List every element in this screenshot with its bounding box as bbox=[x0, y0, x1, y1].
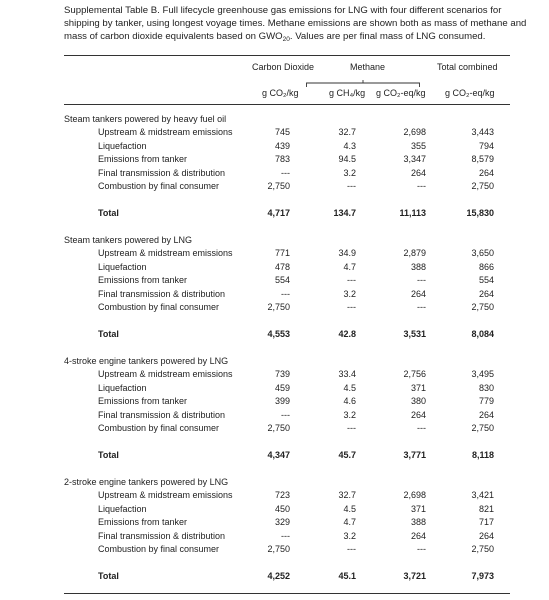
row-label: Emissions from tanker bbox=[98, 275, 188, 285]
caption-text: Supplemental Table B. Full lifecycle greenhouse gas emissions for LNG with four different scenarios for shipping by tanker, using longest voyage times. Methane emissions are shown both as mass of methane and mass of carbon dioxide equivalents based on GWO bbox=[64, 5, 527, 42]
cell-co2: 459 bbox=[274, 382, 290, 393]
methane-brace bbox=[306, 80, 420, 87]
cell-co2: 771 bbox=[274, 248, 290, 258]
table-caption bbox=[64, 4, 534, 46]
total-cell-ch4eq: 3,771 bbox=[403, 450, 426, 460]
row-label: Upstream & midstream emissions bbox=[98, 369, 233, 379]
cell-co2: 329 bbox=[274, 517, 290, 527]
total-cell-total: 8,084 bbox=[471, 329, 494, 339]
cell-ch4eq: 355 bbox=[410, 140, 426, 151]
cell-ch4: 4.5 bbox=[343, 382, 356, 393]
cell-ch4: --- bbox=[347, 423, 356, 433]
cell-co2: 399 bbox=[274, 396, 290, 406]
total-cell-ch4: 45.7 bbox=[338, 450, 356, 460]
row-label: Emissions from tanker bbox=[98, 517, 188, 527]
cell-co2: 478 bbox=[274, 261, 290, 272]
section-title: Steam tankers powered by heavy fuel oil bbox=[64, 114, 227, 124]
header-carbon-dioxide: Carbon Dioxide bbox=[252, 62, 315, 72]
total-label: Total bbox=[98, 329, 119, 339]
cell-total: 717 bbox=[478, 517, 494, 527]
cell-ch4eq: 2,698 bbox=[403, 127, 426, 137]
cell-ch4: --- bbox=[347, 302, 356, 312]
cell-total: 866 bbox=[478, 261, 494, 272]
cell-total: 794 bbox=[478, 140, 494, 151]
total-label: Total bbox=[98, 208, 119, 218]
cell-ch4eq: 3,347 bbox=[403, 154, 426, 164]
cell-ch4: --- bbox=[347, 181, 356, 191]
cell-ch4eq: 388 bbox=[410, 517, 426, 527]
total-cell-ch4: 134.7 bbox=[333, 208, 356, 218]
unit-total: g CO₂-eq/kg bbox=[445, 88, 495, 98]
cell-ch4: 32.7 bbox=[338, 490, 356, 500]
total-label: Total bbox=[98, 571, 119, 581]
row-label: Final transmission & distribution bbox=[98, 167, 226, 178]
cell-total: 821 bbox=[478, 503, 494, 514]
cell-total: 3,650 bbox=[471, 248, 494, 258]
total-cell-ch4eq: 11,113 bbox=[399, 208, 426, 218]
row-label: Combustion by final consumer bbox=[98, 423, 220, 433]
header-methane: Methane bbox=[350, 62, 386, 72]
cell-total: 2,750 bbox=[471, 544, 494, 554]
cell-ch4eq: 264 bbox=[410, 167, 426, 178]
cell-co2: 2,750 bbox=[267, 544, 290, 554]
header-rule bbox=[64, 104, 510, 105]
cell-ch4eq: --- bbox=[417, 302, 426, 312]
header-total-combined: Total combined bbox=[437, 62, 498, 72]
cell-ch4: 4.7 bbox=[343, 517, 356, 527]
cell-ch4eq: 264 bbox=[410, 409, 426, 420]
total-cell-ch4eq: 3,721 bbox=[403, 571, 426, 581]
cell-co2: 450 bbox=[274, 503, 290, 514]
cell-ch4: 3.2 bbox=[343, 530, 356, 541]
bottom-rule bbox=[64, 593, 510, 594]
caption-text-end: . Values are per final mass of LNG consumed. bbox=[289, 31, 486, 42]
cell-co2: 2,750 bbox=[267, 302, 290, 312]
cell-total: 264 bbox=[478, 409, 494, 420]
cell-ch4eq: 371 bbox=[410, 503, 426, 514]
total-cell-total: 7,973 bbox=[471, 571, 494, 581]
cell-co2: 554 bbox=[274, 275, 290, 285]
row-label: Liquefaction bbox=[98, 140, 147, 151]
cell-ch4: 4.7 bbox=[343, 261, 356, 272]
total-cell-total: 8,118 bbox=[471, 450, 494, 460]
row-label: Upstream & midstream emissions bbox=[98, 127, 233, 137]
section-title: 2-stroke engine tankers powered by LNG bbox=[64, 477, 229, 487]
row-label: Upstream & midstream emissions bbox=[98, 490, 233, 500]
section-title: 4-stroke engine tankers powered by LNG bbox=[64, 356, 229, 366]
cell-ch4: 32.7 bbox=[338, 127, 356, 137]
unit-co2: g CO₂/kg bbox=[262, 88, 299, 98]
cell-total: 554 bbox=[478, 275, 494, 285]
cell-total: 2,750 bbox=[471, 302, 494, 312]
total-cell-total: 15,830 bbox=[466, 208, 494, 218]
top-rule bbox=[64, 55, 510, 56]
row-label: Liquefaction bbox=[98, 382, 147, 393]
total-cell-ch4: 45.1 bbox=[338, 571, 356, 581]
cell-co2: --- bbox=[281, 530, 290, 541]
cell-ch4eq: 264 bbox=[410, 288, 426, 299]
row-label: Emissions from tanker bbox=[98, 154, 188, 164]
cell-ch4eq: 2,879 bbox=[403, 248, 426, 258]
row-label: Combustion by final consumer bbox=[98, 181, 220, 191]
cell-total: 264 bbox=[478, 167, 494, 178]
cell-ch4: 3.2 bbox=[343, 288, 356, 299]
unit-ch4: g CH₄/kg bbox=[329, 88, 366, 98]
cell-total: 3,421 bbox=[471, 490, 494, 500]
cell-ch4eq: 2,698 bbox=[403, 490, 426, 500]
cell-ch4: 33.4 bbox=[338, 369, 356, 379]
cell-co2: --- bbox=[281, 288, 290, 299]
cell-ch4: 3.2 bbox=[343, 409, 356, 420]
cell-co2: --- bbox=[281, 167, 290, 178]
cell-ch4eq: --- bbox=[417, 275, 426, 285]
row-label: Final transmission & distribution bbox=[98, 409, 226, 420]
total-cell-co2: 4,347 bbox=[267, 450, 290, 460]
section-title: Steam tankers powered by LNG bbox=[64, 235, 193, 245]
cell-total: 264 bbox=[478, 288, 494, 299]
cell-ch4: 4.6 bbox=[343, 396, 356, 406]
cell-total: 2,750 bbox=[471, 423, 494, 433]
cell-ch4eq: --- bbox=[417, 544, 426, 554]
cell-total: 779 bbox=[478, 396, 494, 406]
cell-total: 3,495 bbox=[471, 369, 494, 379]
row-label: Upstream & midstream emissions bbox=[98, 248, 233, 258]
unit-co2eq: g CO₂-eq/kg bbox=[376, 88, 426, 98]
cell-co2: 439 bbox=[274, 140, 290, 151]
cell-ch4eq: 264 bbox=[410, 530, 426, 541]
cell-total: 8,579 bbox=[471, 154, 494, 164]
caption-subscript: 20 bbox=[282, 36, 290, 43]
total-cell-ch4eq: 3,531 bbox=[403, 329, 426, 339]
row-label: Combustion by final consumer bbox=[98, 302, 220, 312]
total-cell-co2: 4,553 bbox=[267, 329, 290, 339]
cell-co2: 2,750 bbox=[267, 181, 290, 191]
cell-total: 264 bbox=[478, 530, 494, 541]
cell-ch4: --- bbox=[347, 544, 356, 554]
total-label: Total bbox=[98, 450, 119, 460]
total-cell-co2: 4,717 bbox=[267, 208, 290, 218]
cell-ch4eq: 371 bbox=[410, 382, 426, 393]
cell-ch4: 34.9 bbox=[338, 248, 356, 258]
row-label: Final transmission & distribution bbox=[98, 530, 226, 541]
cell-ch4: --- bbox=[347, 275, 356, 285]
cell-ch4: 3.2 bbox=[343, 167, 356, 178]
cell-ch4eq: 380 bbox=[410, 396, 426, 406]
cell-ch4: 4.5 bbox=[343, 503, 356, 514]
row-label: Liquefaction bbox=[98, 503, 147, 514]
cell-total: 2,750 bbox=[471, 181, 494, 191]
cell-co2: 2,750 bbox=[267, 423, 290, 433]
cell-ch4eq: 388 bbox=[410, 261, 426, 272]
cell-co2: 723 bbox=[274, 490, 290, 500]
cell-co2: 783 bbox=[274, 154, 290, 164]
cell-total: 3,443 bbox=[471, 127, 494, 137]
total-cell-ch4: 42.8 bbox=[338, 329, 356, 339]
cell-ch4eq: --- bbox=[417, 181, 426, 191]
cell-ch4: 4.3 bbox=[343, 140, 356, 151]
row-label: Liquefaction bbox=[98, 261, 147, 272]
cell-ch4: 94.5 bbox=[338, 154, 356, 164]
cell-co2: 745 bbox=[274, 127, 290, 137]
cell-ch4eq: --- bbox=[417, 423, 426, 433]
cell-co2: --- bbox=[281, 409, 290, 420]
row-label: Combustion by final consumer bbox=[98, 544, 220, 554]
row-label: Final transmission & distribution bbox=[98, 288, 226, 299]
cell-co2: 739 bbox=[274, 369, 290, 379]
cell-ch4eq: 2,756 bbox=[403, 369, 426, 379]
row-label: Emissions from tanker bbox=[98, 396, 188, 406]
total-cell-co2: 4,252 bbox=[267, 571, 290, 581]
cell-total: 830 bbox=[478, 382, 494, 393]
